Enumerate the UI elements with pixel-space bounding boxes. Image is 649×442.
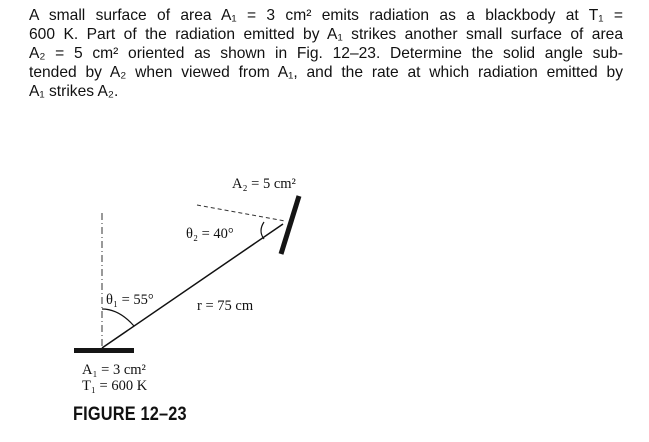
a1-area-label: A₁ = 3 cm²: [82, 362, 146, 378]
a2-surface: [281, 196, 299, 254]
a1-surface: [74, 348, 134, 353]
theta1-label: θ₁ = 55°: [106, 292, 154, 308]
problem-line-1: A small surface of area A₁ = 3 cm² emits radiation as a blackbody at T₁ =: [29, 7, 623, 24]
problem-line-2: 600 K. Part of the radiation emitted by A₁ strikes another small surface of area: [29, 26, 623, 43]
figure-caption: FIGURE 12–23: [73, 404, 187, 425]
problem-line-4: tended by A₂ when viewed from A₁, and the rate at which radiation emitted by: [29, 64, 623, 81]
distance-label: r = 75 cm: [197, 298, 254, 314]
a2-area-label: A₂ = 5 cm²: [232, 176, 296, 192]
theta2-label: θ₂ = 40°: [186, 226, 234, 242]
radiation-path-line: [102, 224, 283, 348]
problem-line-3: A₂ = 5 cm² oriented as shown in Fig. 12–23. Determine the solid angle sub-: [29, 45, 623, 62]
problem-line-5: A₁ strikes A₂.: [29, 83, 119, 100]
t1-temperature-label: T₁ = 600 K: [82, 378, 148, 394]
theta1-arc: [102, 309, 134, 326]
a2-normal-line: [197, 205, 285, 221]
